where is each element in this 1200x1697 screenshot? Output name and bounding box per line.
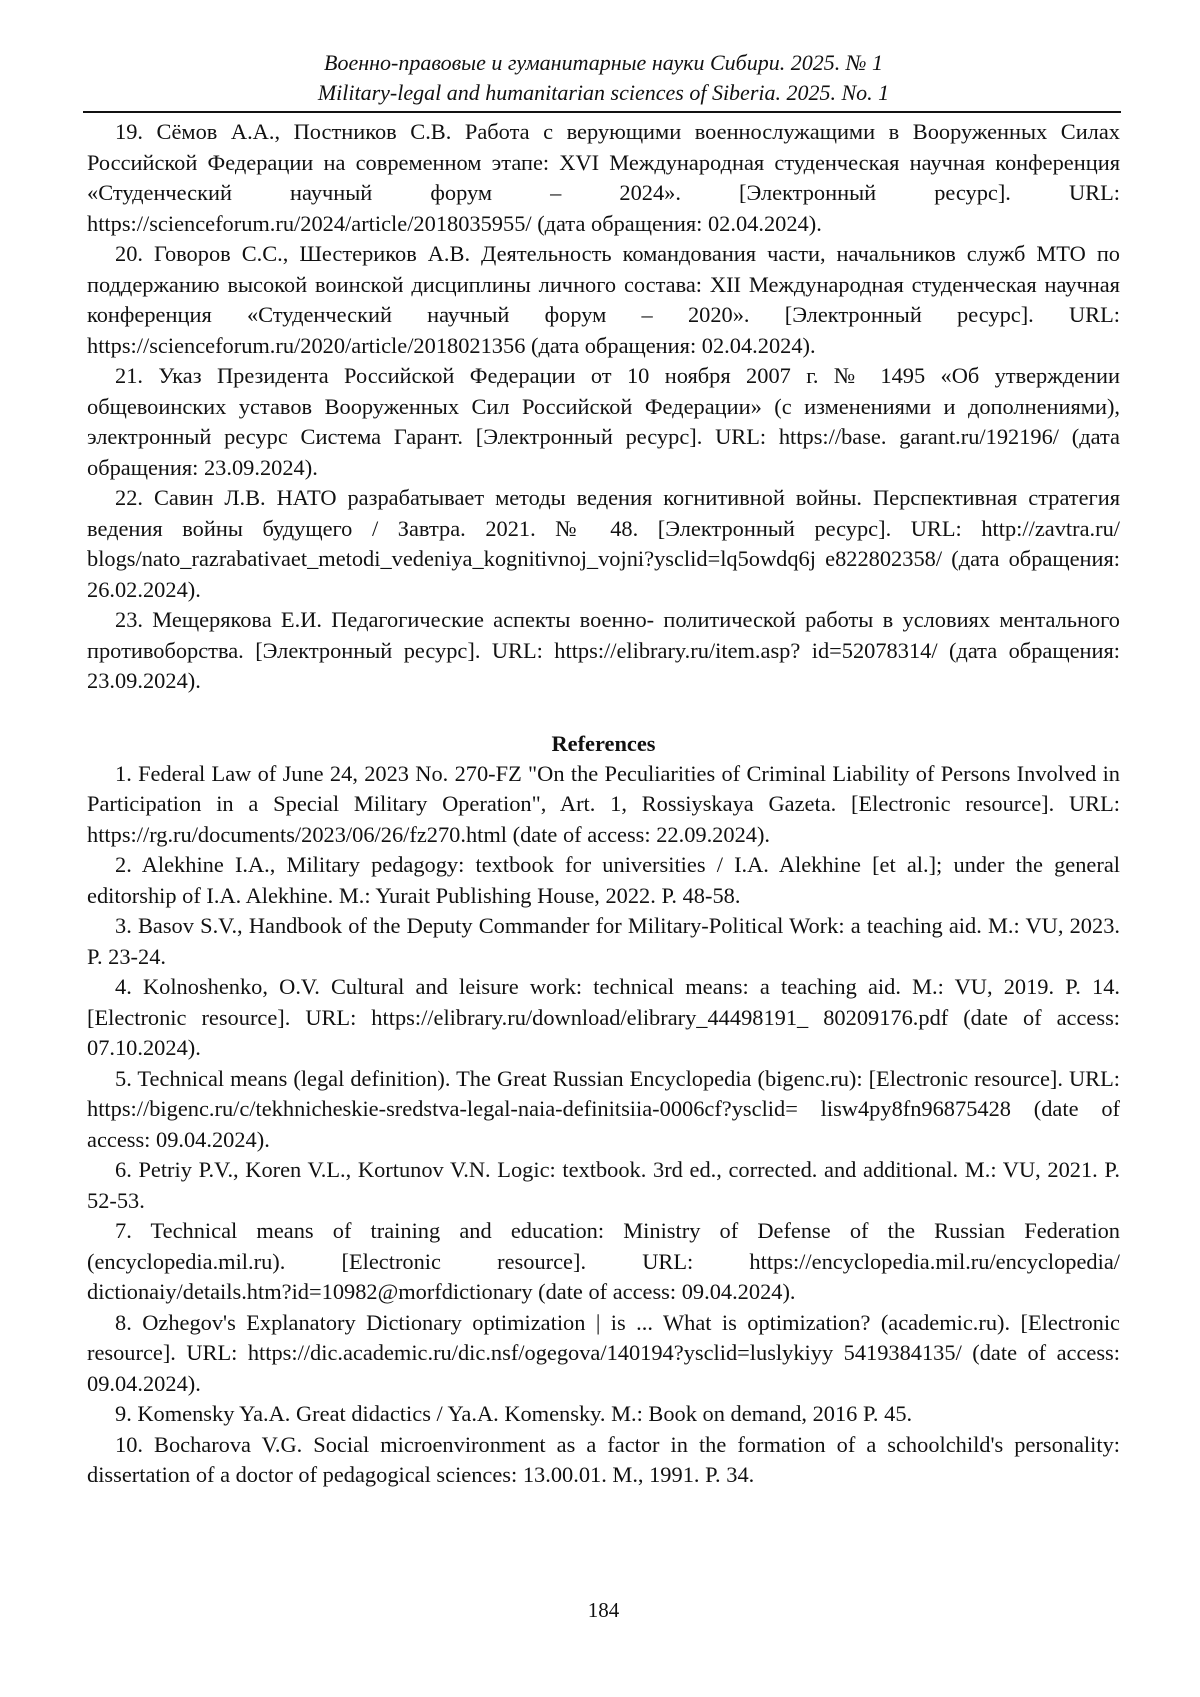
reference-entry-en-7: 7. Technical means of training and education: Ministry of Defense of the Russian Federation (encyclopedia.mil.ru). [Electronic resource]. URL: https://encyclopedia.mil.ru/encyclopedia/ dictionaiy/details.htm?id=10982@morfdictionary (date of access: 09.04.2024). (87, 1218, 1120, 1304)
references-heading: References (551, 730, 656, 756)
reference-entry-ru-23: 23. Мещерякова Е.И. Педагогические аспекты военно- политической работы в условиях ментального противоборства. [Электронный ресурс]. URL: https://elibrary.ru/item.asp? id=52078314/ (дата обращения: 23.09.2024). (87, 607, 1120, 693)
page-number: 184 (587, 1598, 620, 1622)
reference-entry-en-8: 8. Ozhegov's Explanatory Dictionary optimization | is ... What is optimization? (academic.ru). [Electronic resource]. URL: https://dic.academic.ru/dic.nsf/ogegova/140194?ysclid=luslykiyy 5419384135/ (date of access: 09.04.2024). (87, 1309, 1120, 1396)
reference-entry-ru-19: 19. Сёмов А.А., Постников С.В. Работа с верующими военнослужащими в Вооруженных Силах Российской Федерации на современном этапе: XVI Международная студенческая научная конференция «Студенческий научный форум – 2024». [Электронный ресурс]. URL: https://scienceforum.ru/2024/article/2018035955/ (дата обращения: 02.04.2024). (87, 119, 1120, 236)
running-header-english: Military-legal and humanitarian sciences of Siberia. 2025. No. 1 (317, 80, 890, 105)
reference-list-body (87, 117, 1120, 1491)
reference-entry-en-2: 2. Alekhine I.A., Military pedagogy: textbook for universities / I.A. Alekhine [et al.]; under the general editorship of I.A. Alekhine. M.: Yurait Publishing House, 2022. P. 48-58. (87, 852, 1120, 908)
reference-entry-ru-21: 21. Указ Президента Российской Федерации от 10 ноября 2007 г. № 1495 «Об утверждении общевоинских уставов Вооруженных Сил Российской Федерации» (с изменениями и дополнениями), электронный ресурс Система Гарант. [Электронный ресурс]. URL: https://base. garant.ru/192196/ (дата обращения: 23.09.2024). (87, 363, 1120, 480)
reference-entry-en-3: 3. Basov S.V., Handbook of the Deputy Commander for Military-Political Work: a teaching aid. M.: VU, 2023. P. 23-24. (87, 913, 1120, 969)
reference-entry-en-10: 10. Bocharova V.G. Social microenvironment as a factor in the formation of a schoolchild's personality: dissertation of a doctor of pedagogical sciences: 13.00.01. M., 1991. P. 34. (87, 1431, 1120, 1487)
running-header-russian: Военно-правовые и гуманитарные науки Сибири. 2025. № 1 (324, 50, 883, 75)
header-rule (83, 111, 1121, 113)
reference-entry-en-1: 1. Federal Law of June 24, 2023 No. 270-FZ "On the Peculiarities of Criminal Liability of Persons Involved in Participation in a Special Military Operation", Art. 1, Rossiyskaya Gazeta. [Electronic resource]. URL: https://rg.ru/documents/2023/06/26/fz270.html (date of access: 22.09.2024). (87, 760, 1120, 847)
reference-entry-en-6: 6. Petriy P.V., Koren V.L., Kortunov V.N. Logic: textbook. 3rd ed., corrected. and additional. M.: VU, 2021. P. 52-53. (87, 1157, 1120, 1213)
reference-entry-en-5: 5. Technical means (legal definition). The Great Russian Encyclopedia (bigenc.ru): [Electronic resource]. URL: https://bigenc.ru/c/tekhnicheskie-sredstva-legal-naia-definitsiia-0006cf?ysclid= lisw4py8fn96875428 (date of access: 09.04.2024). (87, 1065, 1120, 1152)
reference-entry-ru-20: 20. Говоров С.С., Шестериков А.В. Деятельность командования части, начальников служб МТО по поддержанию высокой воинской дисциплины личного состава: XII Международная студенческая научная конференция «Студенческий научный форум – 2020». [Электронный ресурс]. URL: https://scienceforum.ru/2020/article/2018021356 (дата обращения: 02.04.2024). (87, 241, 1120, 358)
reference-entry-en-9: 9. Komensky Ya.A. Great didactics / Ya.A. Komensky. M.: Book on demand, 2016 P. 45. (115, 1401, 913, 1426)
running-header (87, 48, 1120, 108)
reference-entry-ru-22: 22. Савин Л.В. НАТО разрабатывает методы ведения когнитивной войны. Перспективная стратегия ведения войны будущего / Завтра. 2021. № 48. [Электронный ресурс]. URL: http://zavtra.ru/ blogs/nato_razrabativaet_metodi_vedeniya_kognitivnoj_vojni?ysclid=lq5owdq6j e822802358/ (дата обращения: 26.02.2024). (87, 485, 1120, 602)
reference-entry-en-4: 4. Kolnoshenko, O.V. Cultural and leisure work: technical means: a teaching aid. M.: VU, 2019. P. 14. [Electronic resource]. URL: https://elibrary.ru/download/elibrary_44498191_ 80209176.pdf (date of access: 07.10.2024). (87, 974, 1120, 1060)
